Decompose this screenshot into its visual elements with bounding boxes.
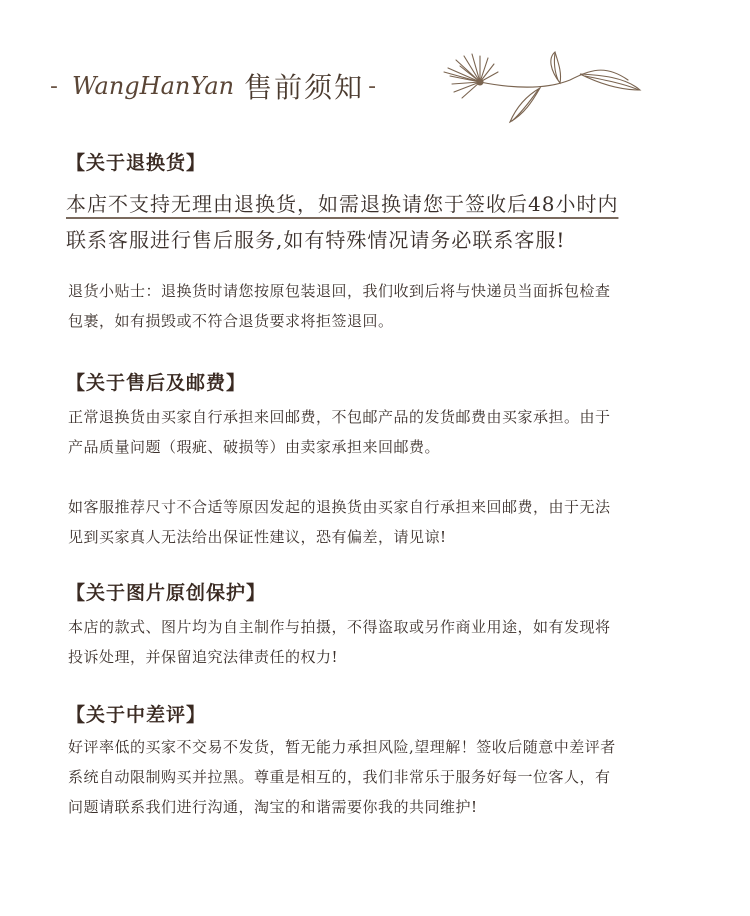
dash-left: -: [50, 73, 58, 99]
reviews-line-1: 好评率低的买家不交易不发货，暂无能力承担风险,望理解！签收后随意中差评者: [68, 738, 616, 756]
section-returns: [66, 150, 682, 336]
returns-policy: [66, 186, 682, 258]
reviews-paragraph: [68, 732, 682, 822]
image-p1-line-1: 本店的款式、图片均为自主制作与拍摄，不得盗取或另作商业用途，如有发现将: [68, 618, 611, 636]
section-title: 【关于中差评】: [66, 704, 207, 726]
shipping-paragraph-1: [68, 402, 682, 462]
section-shipping: [66, 370, 682, 552]
content: [66, 150, 682, 822]
shipping-p1-line-2: 产品质量问题（瑕疵、破损等）由卖家承担来回邮费。: [68, 438, 441, 456]
section-title: 【关于退换货】: [66, 152, 207, 174]
dash-right: -: [368, 73, 377, 99]
return-tip: [68, 276, 682, 336]
image-p1-line-2: 投诉处理，并保留追究法律责任的权力!: [68, 648, 339, 666]
returns-policy-line-1: 本店不支持无理由退换货，如需退换请您于签收后48小时内: [66, 192, 619, 216]
section-title: 【关于图片原创保护】: [66, 582, 267, 604]
brand-line: [50, 66, 376, 106]
flower-illustration: [440, 50, 650, 140]
page-title: 售前须知: [244, 71, 365, 104]
brand-name: WangHanYan: [71, 72, 235, 100]
return-tip-line-1: 退货小贴士：退换货时请您按原包装退回，我们收到后将与快递员当面拆包检查: [68, 282, 611, 300]
section-image-protection: [66, 580, 682, 672]
returns-policy-line-2: 联系客服进行售后服务,如有特殊情况请务必联系客服!: [66, 228, 566, 252]
shipping-p1-line-1: 正常退换货由买家自行承担来回邮费，不包邮产品的发货邮费由买家承担。由于: [68, 408, 611, 426]
image-protection-paragraph: [68, 612, 682, 672]
shipping-paragraph-2: [68, 492, 682, 552]
shipping-p2-line-1: 如客服推荐尺寸不合适等原因发起的退换货由买家自行承担来回邮费，由于无法: [68, 498, 611, 516]
reviews-line-2: 系统自动限制购买并拉黑。尊重是相互的，我们非常乐于服务好每一位客人，有: [68, 768, 611, 786]
section-title: 【关于售后及邮费】: [66, 372, 247, 394]
section-reviews: [66, 702, 682, 822]
reviews-line-3: 问题请联系我们进行沟通，淘宝的和谐需要你我的共同维护!: [68, 798, 478, 816]
return-tip-line-2: 包裹，如有损毁或不符合退货要求将拒签退回。: [68, 312, 394, 330]
shipping-p2-line-2: 见到买家真人无法给出保证性建议，恐有偏差，请见谅!: [68, 528, 447, 546]
header: [50, 58, 700, 138]
